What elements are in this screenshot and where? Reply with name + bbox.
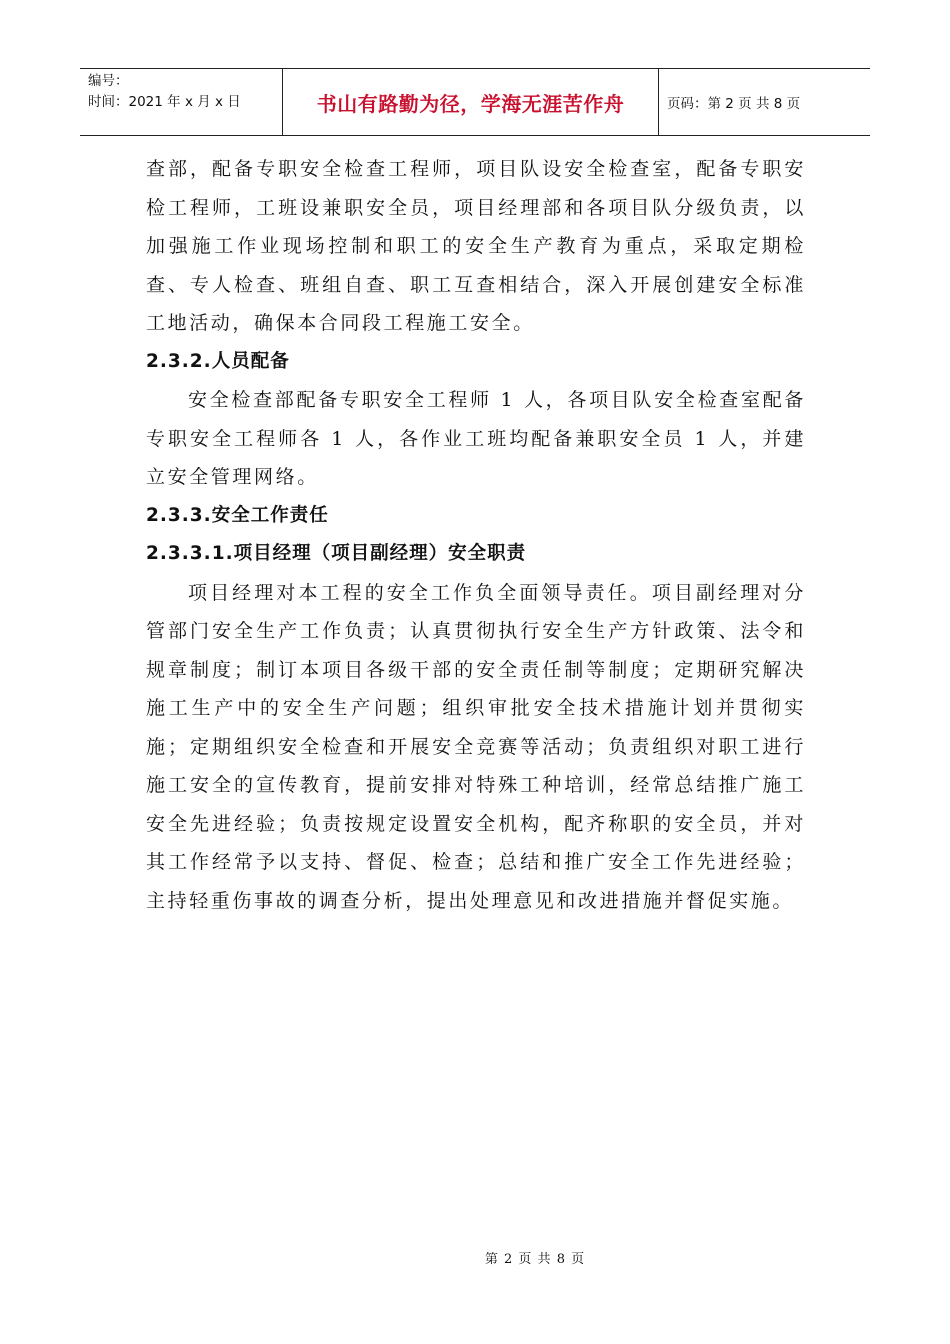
paragraph-manager-duties: 项目经理对本工程的安全工作负全面领导责任。项目副经理对分管部门安全生产工作负责；认真贯彻执行安全生产方针政策、法令和规章制度；制订本项目各级干部的安全责任制等制度；定期研究解决施工生产中的安全生产问题；组织审批安全技术措施计划并贯彻实施；定期组织安全检查和开展安全竞赛等活动；负责组织对职工进行施工安全的宣传教育，提前安排对特殊工种培训，经常总结推广施工安全先进经验；负责按规定设置安全机构，配齐称职的安全员，并对其工作经常予以支持、督促、检查；总结和推广安全工作先进经验；主持轻重伤事故的调查分析，提出处理意见和改进措施并督促实施。: [146, 581, 806, 912]
header-motto: 书山有路勤为径，学海无涯苦作舟: [282, 69, 659, 135]
document-date: 时间：2021 年 x 月 x 日: [88, 94, 241, 110]
paragraph-intro: 查部，配备专职安全检查工程师，项目队设安全检查室，配备专职安检工程师，工班设兼职安全员，项目经理部和各项目队分级负责，以加强施工作业现场控制和职工的安全生产教育为重点，采取定期检查、专人检查、班组自查、职工互查相结合，深入开展创建安全标准工地活动，确保本合同段工程施工安全。: [146, 158, 806, 334]
paragraph-staffing: 安全检查部配备专职安全工程师 1 人，各项目队安全检查室配备专职安全工程师各 1 人，各作业工班均配备兼职安全员 1 人，并建立安全管理网络。: [146, 389, 806, 488]
section-heading-2-3-3: 2.3.3.安全工作责任: [146, 504, 329, 526]
document-header: [80, 68, 870, 136]
header-page-info: 页码：第 2 页 共 8 页: [667, 96, 801, 112]
header-meta: [80, 69, 282, 135]
document-number-label: 编号：: [88, 73, 129, 89]
section-heading-2-3-2: 2.3.2.人员配备: [146, 350, 290, 372]
section-heading-2-3-3-1: 2.3.3.1.项目经理（项目副经理）安全职责: [146, 543, 527, 564]
page-footer: 第 2 页 共 8 页: [484, 1252, 586, 1267]
document-body: [146, 150, 806, 920]
